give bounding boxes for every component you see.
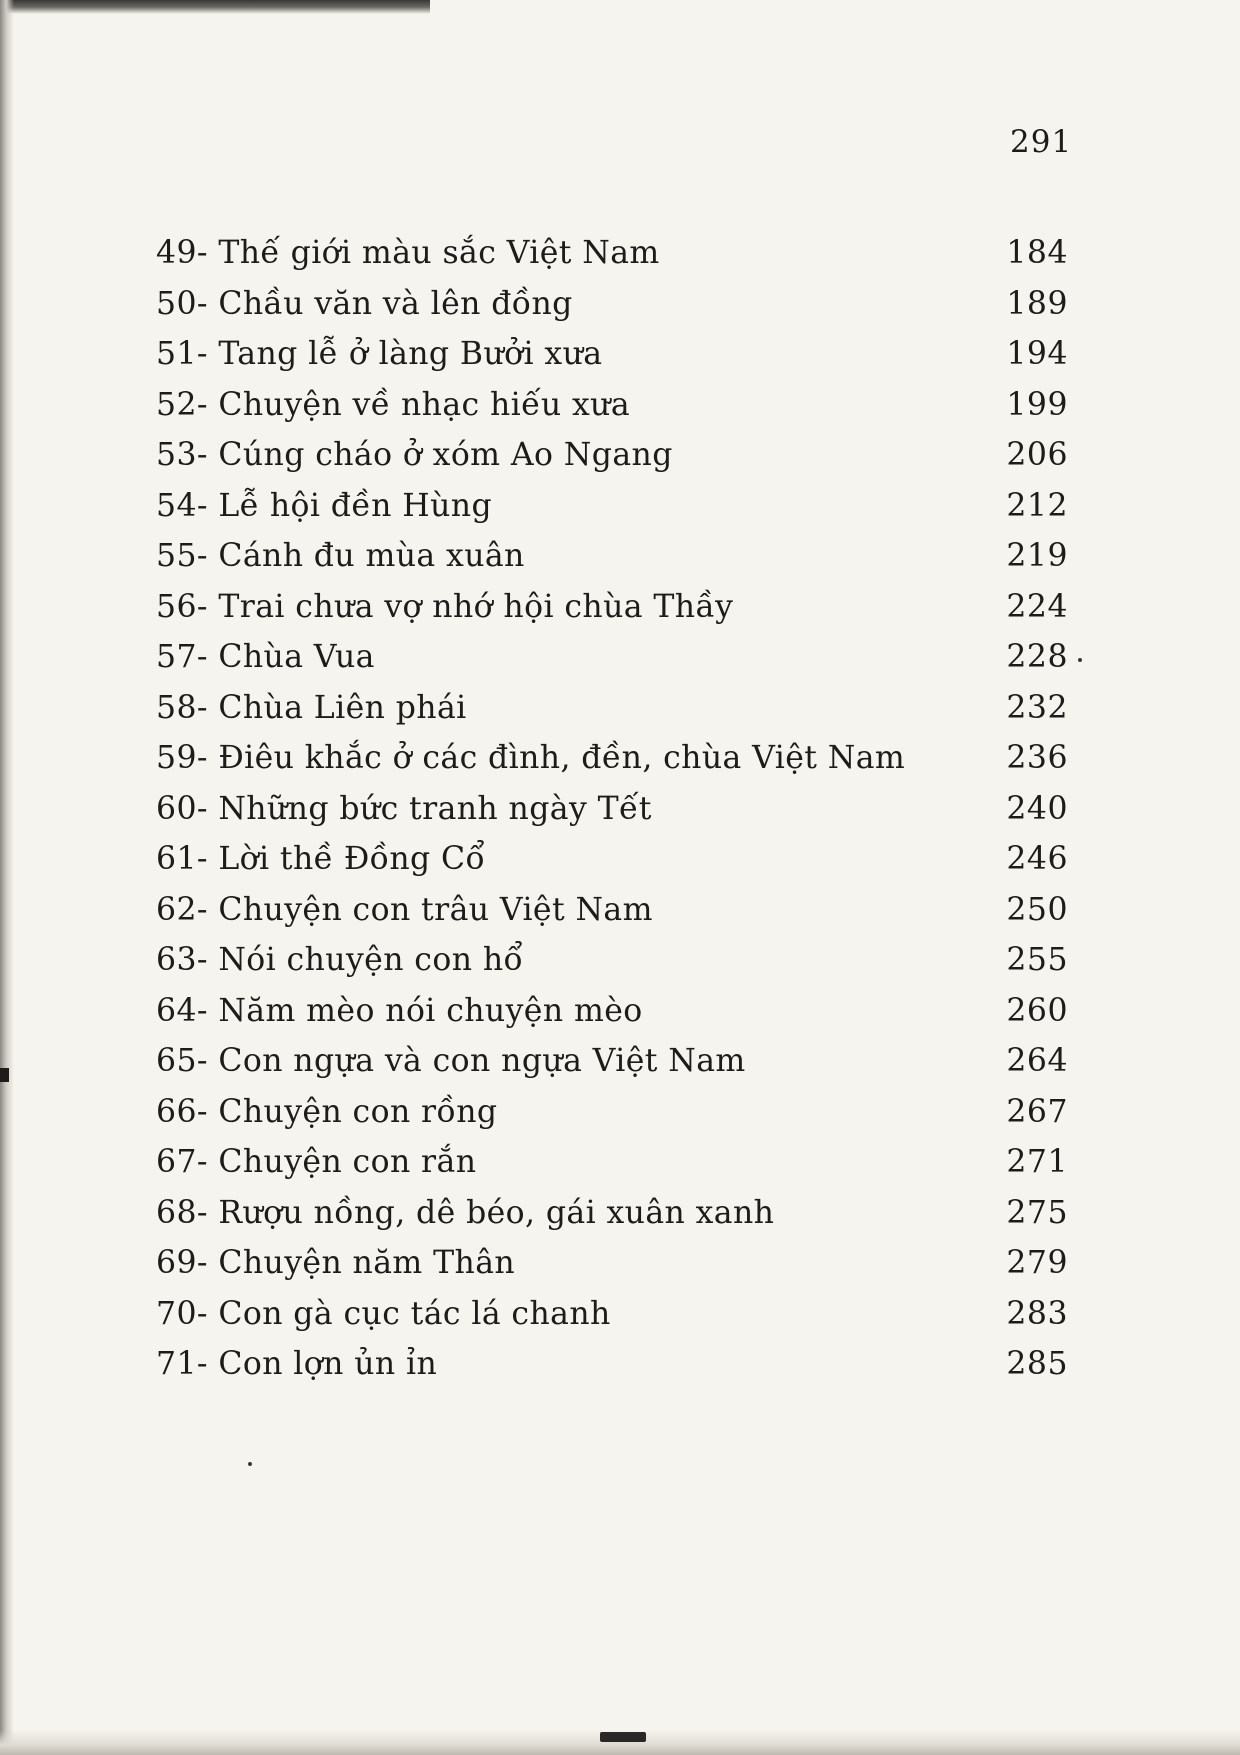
toc-entry-page: 199 — [1006, 386, 1068, 423]
toc-entry — [156, 683, 1068, 734]
toc-entry-page: 275 — [1006, 1194, 1068, 1231]
toc-entry-page: 267 — [1006, 1093, 1068, 1130]
scan-speck — [1078, 658, 1082, 662]
toc-entry-title: 60- Những bức tranh ngày Tết — [156, 790, 652, 827]
toc-entry-page: 255 — [1006, 942, 1068, 978]
toc-entry — [156, 733, 1068, 784]
toc-entry-page: 219 — [1006, 538, 1068, 574]
toc-entry-page: 184 — [1006, 235, 1068, 271]
toc-entry — [156, 430, 1068, 481]
toc-entry-title: 71- Con lợn ủn ỉn — [156, 1346, 438, 1382]
toc-entry-page: 240 — [1006, 790, 1068, 827]
toc-entry — [156, 834, 1068, 885]
toc-entry-title: 58- Chùa Liên phái — [156, 689, 467, 726]
toc-entry-page: 194 — [1006, 336, 1068, 372]
toc-entry — [156, 1238, 1068, 1289]
toc-entry — [156, 1339, 1068, 1390]
toc-entry-title: 70- Con gà cục tác lá chanh — [156, 1295, 611, 1332]
toc-entry — [156, 885, 1068, 936]
toc-entry — [156, 784, 1068, 835]
toc-entry-page: 279 — [1006, 1245, 1068, 1281]
scan-binding-mark — [600, 1732, 646, 1742]
toc-entry — [156, 632, 1068, 683]
toc-entry-page: 228 — [1006, 639, 1068, 675]
toc-entry — [156, 1289, 1068, 1340]
toc-entry-page: 189 — [1006, 285, 1068, 322]
toc-entry-page: 246 — [1006, 841, 1068, 877]
toc-entry-title: 56- Trai chưa vợ nhớ hội chùa Thầy — [156, 588, 734, 625]
toc-entry — [156, 531, 1068, 582]
toc-entry-page: 212 — [1006, 487, 1068, 524]
toc-entry-title: 67- Chuyện con rắn — [156, 1144, 477, 1180]
toc-entry-page: 206 — [1006, 437, 1068, 473]
toc-entry-title: 51- Tang lễ ở làng Bưởi xưa — [156, 336, 603, 372]
scan-edge-top — [0, 0, 430, 14]
toc-entry — [156, 329, 1068, 380]
toc-entry-page: 224 — [1006, 588, 1068, 625]
toc-entry-page: 260 — [1006, 992, 1068, 1029]
toc-entry-page: 236 — [1006, 740, 1068, 776]
toc-entry-page: 283 — [1006, 1295, 1068, 1332]
toc-entry-title: 66- Chuyện con rồng — [156, 1093, 498, 1130]
toc-entry — [156, 1188, 1068, 1239]
toc-entry-title: 61- Lời thề Đồng Cổ — [156, 841, 486, 877]
toc-entry-title: 49- Thế giới màu sắc Việt Nam — [156, 235, 660, 271]
toc-entry — [156, 228, 1068, 279]
toc-entry-title: 55- Cánh đu mùa xuân — [156, 538, 525, 574]
page-number: 291 — [1010, 124, 1073, 160]
toc-entry-title: 53- Cúng cháo ở xóm Ao Ngang — [156, 437, 673, 473]
scan-edge-mark — [0, 1068, 9, 1082]
toc-entry-title: 62- Chuyện con trâu Việt Nam — [156, 891, 653, 928]
toc-entry-title: 64- Năm mèo nói chuyện mèo — [156, 992, 643, 1029]
toc-entry-title: 54- Lễ hội đền Hùng — [156, 487, 493, 524]
scan-edge-left — [0, 0, 14, 1755]
toc-entry-title: 69- Chuyện năm Thân — [156, 1245, 516, 1281]
toc-entry-title: 50- Chầu văn và lên đồng — [156, 285, 573, 322]
toc-entry — [156, 1087, 1068, 1138]
toc-entry — [156, 481, 1068, 532]
toc-entry-title: 57- Chùa Vua — [156, 639, 375, 675]
toc-entry — [156, 279, 1068, 330]
toc-entry-page: 250 — [1006, 891, 1068, 928]
scan-speck — [248, 1462, 252, 1466]
toc-entry — [156, 1036, 1068, 1087]
toc-entry — [156, 380, 1068, 431]
toc-entry-title: 68- Rượu nồng, dê béo, gái xuân xanh — [156, 1194, 775, 1231]
toc-entry — [156, 1137, 1068, 1188]
toc-entry-title: 52- Chuyện về nhạc hiếu xưa — [156, 386, 631, 423]
toc-entry-page: 232 — [1006, 689, 1068, 726]
toc-entry-page: 271 — [1006, 1144, 1068, 1180]
toc-entry — [156, 935, 1068, 986]
toc-entry-title: 63- Nói chuyện con hổ — [156, 942, 524, 978]
toc-entry-title: 59- Điêu khắc ở các đình, đền, chùa Việt Nam — [156, 740, 906, 776]
toc-entry — [156, 582, 1068, 633]
toc-entry-page: 285 — [1006, 1346, 1068, 1382]
table-of-contents — [156, 228, 1068, 1390]
toc-entry — [156, 986, 1068, 1037]
toc-entry-page: 264 — [1006, 1043, 1068, 1079]
toc-entry-title: 65- Con ngựa và con ngựa Việt Nam — [156, 1043, 746, 1079]
